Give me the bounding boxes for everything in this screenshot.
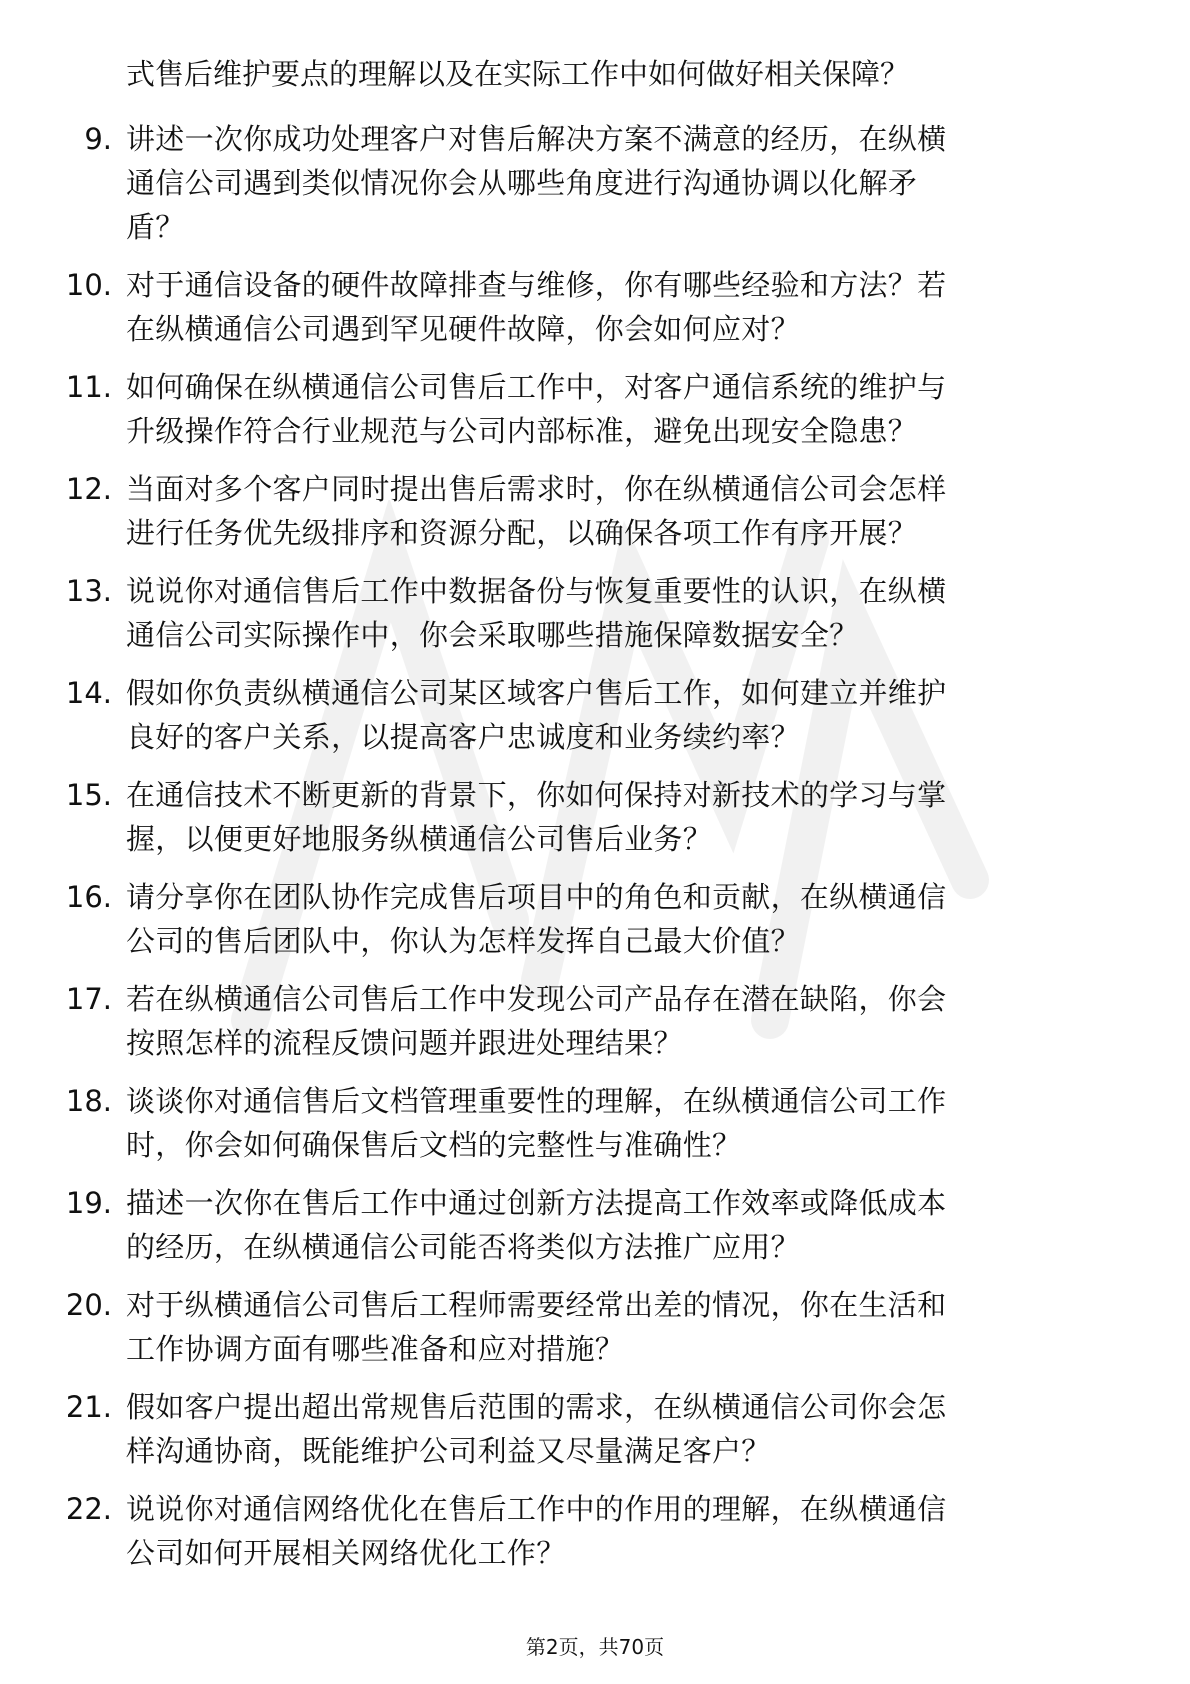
question-text: 假如你负责纵横通信公司某区域客户售后工作，如何建立并维护 良好的客户关系，以提高客户忠诚度和业务续约率？	[126, 676, 947, 754]
question-text: 对于通信设备的硬件故障排查与维修，你有哪些经验和方法？若 在纵横通信公司遇到罕见硬件故障，你会如何应对？	[126, 268, 947, 346]
question-number: 20.	[65, 1288, 112, 1322]
question-number: 9.	[84, 122, 112, 156]
question-list	[0, 117, 1190, 1589]
question-text: 若在纵横通信公司售后工作中发现公司产品存在潜在缺陷，你会 按照怎样的流程反馈问题并跟进处理结果？	[126, 982, 947, 1060]
list-item	[0, 569, 1190, 657]
question-number: 12.	[65, 472, 112, 506]
list-item	[0, 467, 1190, 555]
list-item	[0, 365, 1190, 453]
list-item	[0, 117, 1190, 249]
list-item	[0, 263, 1190, 351]
question-text: 假如客户提出超出常规售后范围的需求，在纵横通信公司你会怎 样沟通协商，既能维护公司利益又尽量满足客户？	[126, 1390, 947, 1468]
question-text: 说说你对通信网络优化在售后工作中的作用的理解，在纵横通信 公司如何开展相关网络优化工作？	[126, 1492, 947, 1570]
question-text: 描述一次你在售后工作中通过创新方法提高工作效率或降低成本 的经历，在纵横通信公司能否将类似方法推广应用？	[126, 1186, 947, 1264]
question-number: 22.	[65, 1492, 112, 1526]
continued-question-text: 式售后维护要点的理解以及在实际工作中如何做好相关保障？	[126, 57, 910, 91]
question-number: 15.	[65, 778, 112, 812]
question-number: 10.	[65, 268, 112, 302]
question-number: 17.	[65, 982, 112, 1016]
question-number: 19.	[65, 1186, 112, 1220]
list-item	[0, 1079, 1190, 1167]
question-number: 11.	[65, 370, 112, 404]
list-item	[0, 1181, 1190, 1269]
list-item	[0, 875, 1190, 963]
list-item	[0, 1283, 1190, 1371]
list-item	[0, 773, 1190, 861]
question-text: 谈谈你对通信售后文档管理重要性的理解，在纵横通信公司工作 时，你会如何确保售后文档的完整性与准确性？	[126, 1084, 947, 1162]
question-number: 14.	[65, 676, 112, 710]
page-footer: 第2页，共70页	[525, 1635, 665, 1659]
question-number: 16.	[65, 880, 112, 914]
question-text: 说说你对通信售后工作中数据备份与恢复重要性的认识，在纵横 通信公司实际操作中，你会采取哪些措施保障数据安全？	[126, 574, 947, 652]
question-text: 在通信技术不断更新的背景下，你如何保持对新技术的学习与掌 握，以便更好地服务纵横通信公司售后业务？	[126, 778, 947, 856]
question-number: 18.	[65, 1084, 112, 1118]
question-text: 讲述一次你成功处理客户对售后解决方案不满意的经历，在纵横 通信公司遇到类似情况你会从哪些角度进行沟通协调以化解矛 盾？	[126, 122, 947, 244]
list-item	[0, 1385, 1190, 1473]
question-text: 当面对多个客户同时提出售后需求时，你在纵横通信公司会怎样 进行任务优先级排序和资源分配，以确保各项工作有序开展？	[126, 472, 947, 550]
question-number: 13.	[65, 574, 112, 608]
question-text: 如何确保在纵横通信公司售后工作中，对客户通信系统的维护与 升级操作符合行业规范与公司内部标准，避免出现安全隐患？	[126, 370, 947, 448]
question-text: 对于纵横通信公司售后工程师需要经常出差的情况，你在生活和 工作协调方面有哪些准备和应对措施？	[126, 1288, 947, 1366]
list-item	[0, 1487, 1190, 1575]
list-item	[0, 671, 1190, 759]
question-text: 请分享你在团队协作完成售后项目中的角色和贡献，在纵横通信 公司的售后团队中，你认为怎样发挥自己最大价值？	[126, 880, 947, 958]
question-number: 21.	[65, 1390, 112, 1424]
list-item	[0, 977, 1190, 1065]
